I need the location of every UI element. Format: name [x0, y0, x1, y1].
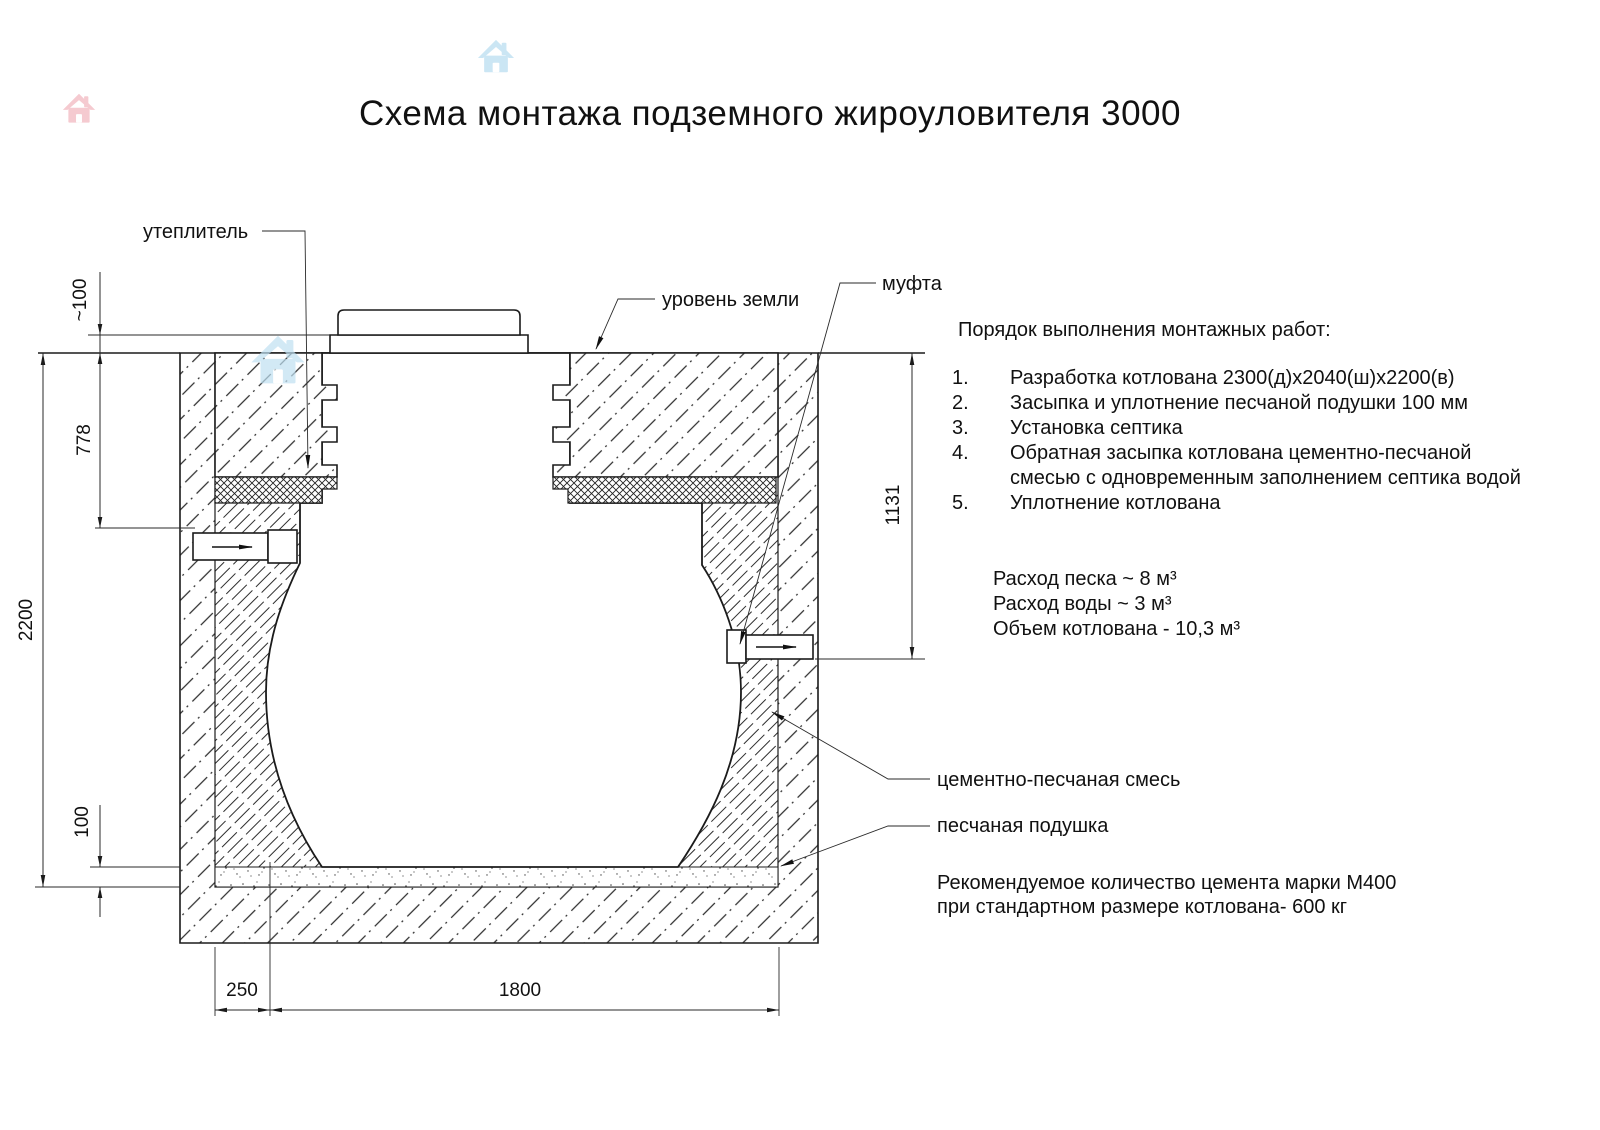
- step-text: Обратная засыпка котлована цементно-песчаной: [1010, 442, 1472, 464]
- consumption-sand: Расход песка ~ 8 м³: [993, 568, 1177, 590]
- step-text: Установка септика: [1010, 417, 1183, 439]
- label-insulation: утеплитель: [143, 221, 249, 243]
- dim-tank-width: 1800: [498, 980, 542, 1001]
- dim-sand-thickness: 100: [72, 806, 93, 838]
- recommendation-line: Рекомендуемое количество цемента марки М400: [937, 872, 1397, 894]
- consumption-pit-volume: Объем котлована - 10,3 м³: [993, 618, 1241, 640]
- consumption-water: Расход воды ~ 3 м³: [993, 593, 1172, 615]
- inlet-pipe: [193, 530, 297, 563]
- step-number: 4.: [952, 442, 969, 464]
- sand-cushion-layer: [215, 867, 778, 887]
- step-number: 3.: [952, 417, 969, 439]
- notes-title: Порядок выполнения монтажных работ:: [958, 319, 1331, 341]
- coupling-sleeve: [727, 630, 746, 663]
- manhole-cover: [330, 310, 528, 353]
- step-number: 1.: [952, 367, 969, 389]
- step-text: Уплотнение котлована: [1010, 492, 1221, 514]
- outlet-pipe: [727, 630, 813, 663]
- step-number: 5.: [952, 492, 969, 514]
- recommendation-line: при стандартном размере котлована- 600 кг: [937, 896, 1348, 918]
- label-cement-sand-mix: цементно-песчаная смесь: [937, 769, 1181, 791]
- step-text: Засыпка и уплотнение песчаной подушки 100 мм: [1010, 392, 1468, 414]
- insulation-band-left: [215, 477, 337, 503]
- dim-outlet-depth: 1131: [883, 484, 904, 526]
- page-title: Схема монтажа подземного жироуловителя 3000: [359, 94, 1181, 133]
- dim-cover-above-ground: ~100: [70, 278, 91, 322]
- label-sand-cushion: песчаная подушка: [937, 815, 1109, 837]
- step-number: 2.: [952, 392, 969, 414]
- dim-inlet-depth: 778: [74, 424, 95, 456]
- dim-side-gap: 250: [226, 980, 258, 1001]
- step-text: смесью с одновременным заполнением септика водой: [1010, 467, 1521, 489]
- step-text: Разработка котлована 2300(д)х2040(ш)х2200(в): [1010, 367, 1455, 389]
- soil-block-right: [553, 353, 778, 477]
- dim-pit-depth: 2200: [16, 598, 37, 642]
- label-ground-level: уровень земли: [662, 289, 800, 311]
- label-coupling: муфта: [882, 273, 942, 295]
- insulation-band-right: [553, 477, 776, 503]
